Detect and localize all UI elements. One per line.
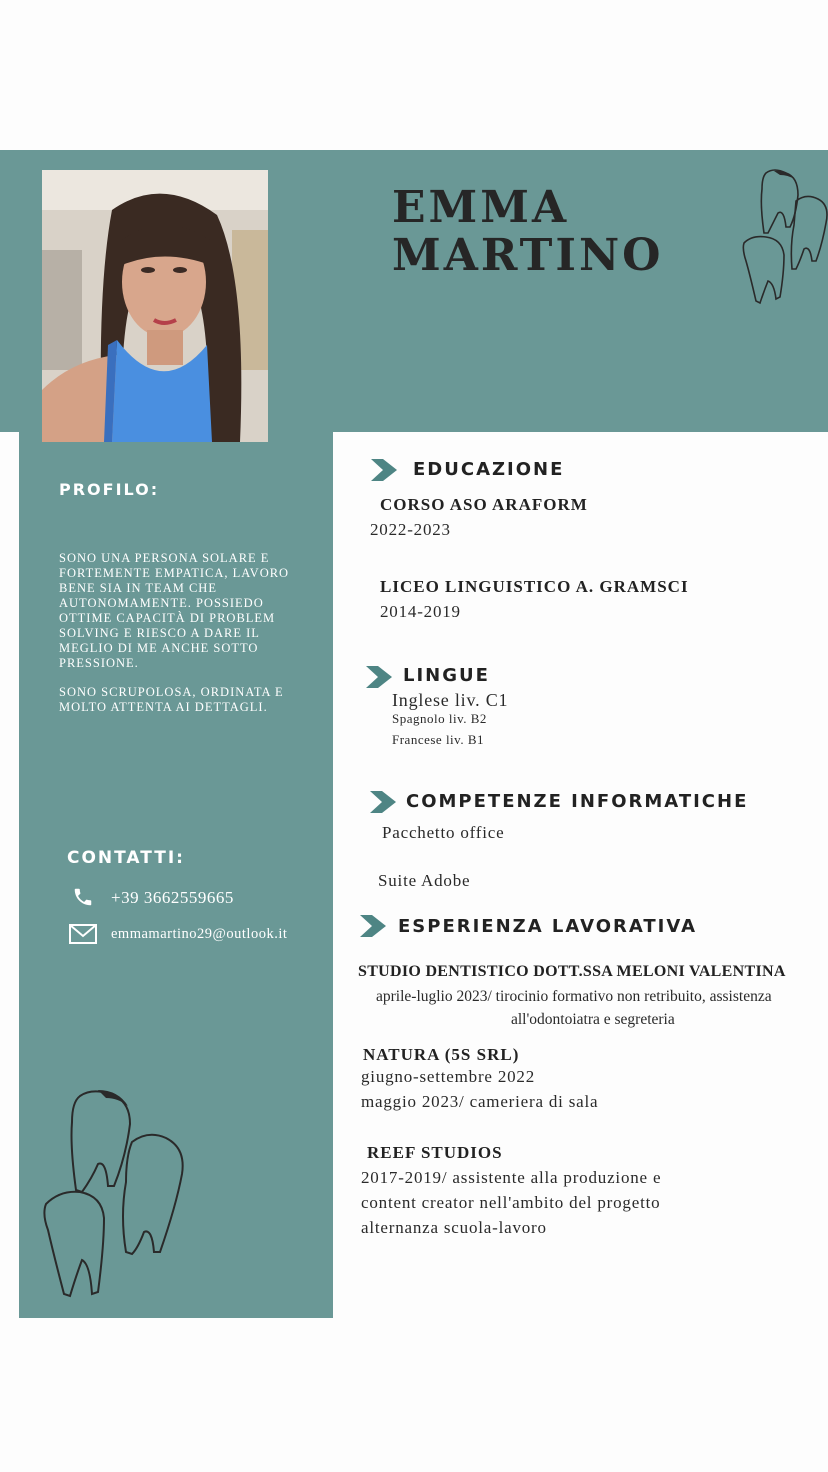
experience-item-detail: all'odontoiatra e segreteria <box>511 1011 675 1028</box>
experience-item-title: NATURA (5S SRL) <box>363 1045 520 1064</box>
profile-text <box>59 551 304 729</box>
chevron-right-icon <box>368 791 396 813</box>
education-item-title: CORSO ASO ARAFORM <box>380 495 588 514</box>
language-item: Inglese liv. C1 <box>392 690 509 710</box>
languages-heading: LINGUE <box>403 665 490 686</box>
chevron-right-icon <box>369 459 397 481</box>
education-item-title: LICEO LINGUISTICO A. GRAMSCI <box>380 577 689 596</box>
skill-item: Pacchetto office <box>382 823 505 842</box>
phone-icon <box>72 886 94 908</box>
profile-photo <box>42 170 268 442</box>
experience-heading: ESPERIENZA LAVORATIVA <box>398 916 698 937</box>
experience-item-title: STUDIO DENTISTICO DOTT.SSA MELONI VALENTINA <box>358 963 786 980</box>
email-address[interactable]: emmamartino29@outlook.it <box>111 926 288 942</box>
experience-item-detail: content creator nell'ambito del progetto <box>361 1193 661 1212</box>
profile-paragraph-2: SONO SCRUPOLOSA, ORDINATA E MOLTO ATTENTA AI DETTAGLI. <box>59 685 284 714</box>
email-icon <box>69 924 97 944</box>
computer-skills-heading: COMPETENZE INFORMATICHE <box>406 791 749 812</box>
skill-item: Suite Adobe <box>378 871 471 890</box>
profile-heading: PROFILO: <box>59 480 160 499</box>
last-name: MARTINO <box>392 230 664 281</box>
phone-number[interactable]: +39 3662559665 <box>111 888 234 907</box>
contacts-heading: CONTATTI: <box>67 848 185 868</box>
chevron-right-icon <box>358 915 386 937</box>
experience-item-detail: maggio 2023/ cameriera di sala <box>361 1092 599 1111</box>
experience-item-detail: 2017-2019/ assistente alla produzione e <box>361 1168 662 1187</box>
profile-paragraph-1: SONO UNA PERSONA SOLARE E FORTEMENTE EMPATICA, LAVORO BENE SIA IN TEAM CHE AUTONOMAMENTE. POSSIEDO OTTIME CAPACITÀ DI PROBLEM SOLVING E RIESCO A DARE IL MEGLIO DI ME ANCHE SOTTO PRESSIONE. <box>59 551 290 670</box>
first-name: EMMA <box>392 182 570 233</box>
education-heading: EDUCAZIONE <box>413 459 565 480</box>
experience-item-title: REEF STUDIOS <box>367 1143 503 1162</box>
teeth-illustration-icon <box>40 1086 190 1302</box>
language-item: Spagnolo liv. B2 <box>392 711 487 726</box>
experience-item-detail: alternanza scuola-lavoro <box>361 1218 547 1237</box>
language-item: Francese liv. B1 <box>392 732 484 747</box>
education-item-years: 2014-2019 <box>380 602 461 621</box>
education-item-years: 2022-2023 <box>370 520 451 539</box>
experience-item-detail: aprile-luglio 2023/ tirocinio formativo non retribuito, assistenza <box>376 988 772 1005</box>
experience-item-detail: giugno-settembre 2022 <box>361 1067 536 1086</box>
teeth-illustration-icon <box>738 165 828 307</box>
chevron-right-icon <box>364 666 392 688</box>
